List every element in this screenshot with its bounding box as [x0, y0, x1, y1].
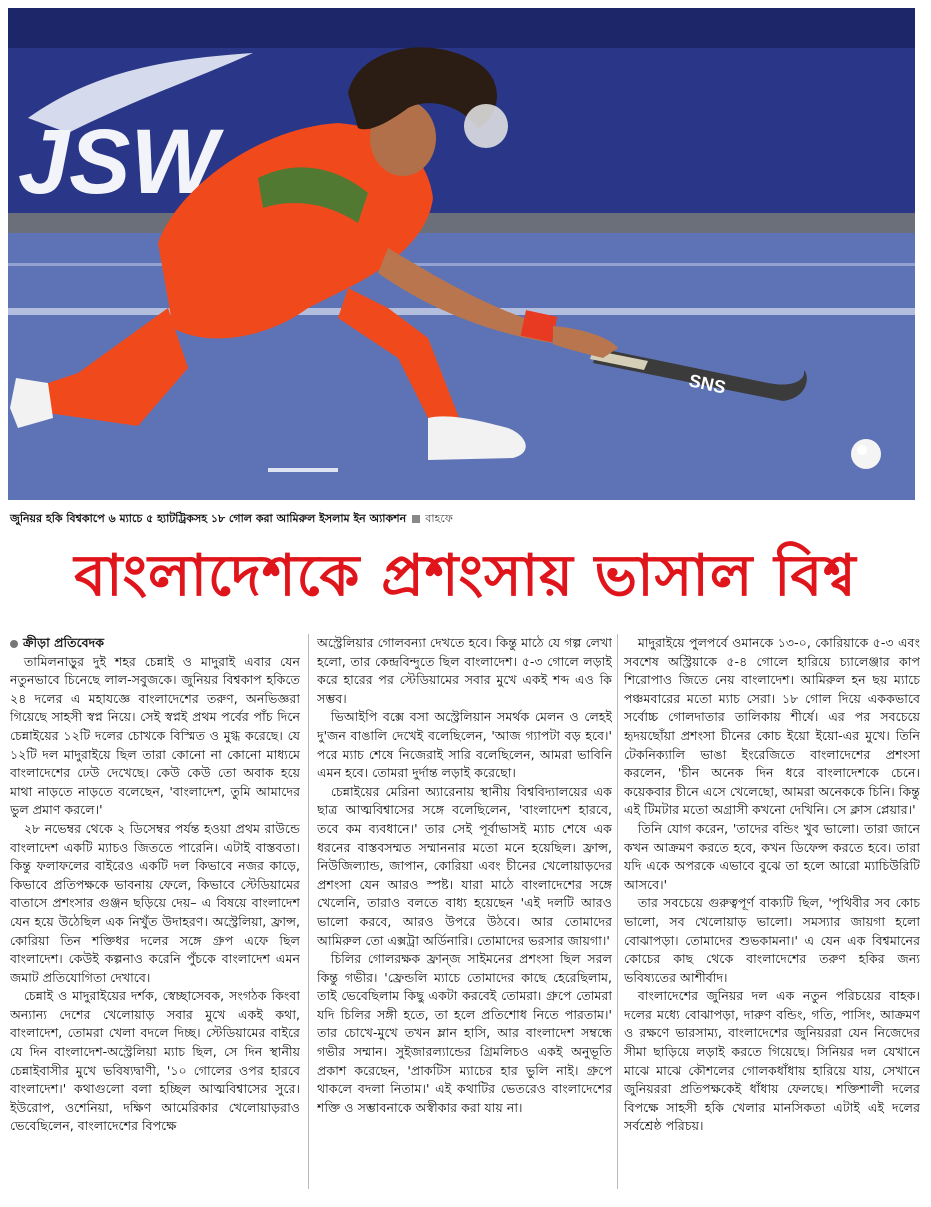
headline: বাংলাদেশকে প্রশংসায় ভাসাল বিশ্ব	[74, 542, 857, 609]
paragraph: মাদুরাইয়ে পুলপর্বে ওমানকে ১৩-০, কোরিয়াকে ৫-৩ এবং সবশেষ অস্ট্রিয়াকে ৫-৪ গোলে হারিয়ে চ্যালেঞ্জার কাপ শিরোপাও জিতে নেয় বাংলাদেশ। আমিরুল হন ছয় ম্যাচে পঞ্চমবারের মতো ম্যাচ সেরা। ১৮ গোল দিয়ে এককভাবে সর্বোচ্চ গোলদাতার তালিকায় শীর্ষে। এর পর সবচেয়ে হৃদয়ছোঁয়া প্রশংসা চীনের কোচ ইয়ো ইয়ো-এর মুখে। তিনি টেকনিক্যালি ভাঙা ইংরেজিতে বাংলাদেশের প্রশংসা করলেন, 'চীন অনেক দিন ধরে বাংলাদেশকে চেনে। কয়েকবার চীনে এসে খেলেছো, আমরা অনেককে চিনি। কিন্তু এই টিমটার মতো অগ্রাসী কখনো দেখিনি। সে ক্লাস প্লেয়ার।'	[624, 635, 920, 818]
hockey-player-photo	[8, 8, 915, 500]
article-column-1	[10, 634, 300, 1194]
bullet-icon	[10, 640, 18, 648]
photo-caption	[10, 510, 910, 529]
square-icon	[412, 515, 420, 523]
photo-credit: বাহফে	[425, 512, 453, 525]
paragraph: চেন্নাইয়ের মেরিনা অ্যারেনায় স্থানীয় বিশ্ববিদ্যালয়ের এক ছাত্র আত্মবিশ্বাসের সঙ্গে বলেছিলেন, 'বাংলাদেশ হারবে, তবে কম ব্যবধানে।' তার সেই পূর্বাভাসই ম্যাচ শেষে এক ধরনের বাস্তবসম্মত সম্মাননার মতো মনে হয়েছিল। ফ্রান্স, নিউজিল্যান্ড, জাপান, কোরিয়া এবং চীনের খেলোয়াড়দের প্রশংসা যেন আরও স্পষ্ট। যারা মাঠে বাংলাদেশের সঙ্গে খেলেনি, তারাও বলতে বাধ্য হয়েছেন 'এই দলটি আরও ভালো করবে, আরও উপরে উঠবে। আর তোমাদের আমিরুল তো এক্সট্রা অর্ডিনারি। তোমাদের ভরসার জায়গা।'	[317, 783, 612, 948]
board-text: JSW	[18, 111, 218, 213]
paragraph: ভিআইপি বক্সে বসা অস্ট্রেলিয়ান সমর্থক মেলন ও লেহই দু'জন বাঙালি দেখেই বলেছিলেন, 'আজ গ্যাপটা বড় হবে।' পরে ম্যাচ শেষে নিজেরাই সারি বলেছিলেন, আমরা ভাবিনি এমন হবে। তোমরা দুর্দান্ত লড়াই করেছো।	[317, 709, 612, 781]
paragraph: ২৮ নভেম্বর থেকে ২ ডিসেম্বর পর্যন্ত হওয়া প্রথম রাউন্ডে বাংলাদেশ একটি ম্যাচও জিততে পারেনি। এটাই বাস্তবতা। কিন্তু ফলাফলের বাইরেও একটি দল কিভাবে নজর কাড়ে, কিভাবে প্রতিপক্ষকে ভাবনায় ফেলে, কিভাবে স্টেডিয়ামের বাতাসে প্রশংসার গুঞ্জন ছড়িয়ে দেয়– এ বিষয়ে বাংলাদেশ যেন হয়ে উঠেছিল এক নিখুঁত উদাহরণ। অস্ট্রেলিয়া, ফ্রান্স, কোরিয়া তিন শক্তিধর দলের সঙ্গে গ্রুপ এফে ছিল বাংলাদেশ। কেউই কল্পনাও করেনি পুঁচকে বাংলাদেশ এমন জমাট প্রতিযোগিতা দেখাবে।	[10, 820, 300, 985]
paragraph: তিনি যোগ করেন, 'তাদের বন্ডিং খুব ভালো। তারা জানে কখন আক্রমণ করতে হবে, কখন ডিফেন্স করতে হবে। তারা যদি একে অপরকে এভাবে বুঝে তা হলে আরো ম্যাচিউরিটি আসবে।'	[624, 820, 920, 892]
column-divider	[308, 634, 309, 1189]
paragraph: চেন্নাই ও মাদুরাইয়ের দর্শক, স্বেচ্ছাসেবক, সংগঠক কিংবা অন্যান্য দেশের খেলোয়াড় সবার মুখে একই কথা, বাংলাদেশ, তোমরা খেলা বদলে দিচ্ছ। স্টেডিয়ামের বাইরে যে দিন বাংলাদেশ-অস্ট্রেলিয়া ম্যাচ ছিল, সে দিন স্থানীয় চেন্নাইবাসীর মুখে ভবিষ্যদ্বাণী, '১০ গোলের ওপর হারবে বাংলাদেশ।' কথাগুলো বলা হচ্ছিল আত্মবিশ্বাসের সুরে। ইউরোপ, ওশেনিয়া, দক্ষিণ আমেরিকার খেলোয়াড়রাও ভেবেছিলেন, বাংলাদেশের বিপক্ষে	[10, 988, 300, 1134]
paragraph: বাংলাদেশের জুনিয়র দল এক নতুন পরিচয়ের বাহক। দলের মধ্যে বোঝাপড়া, দারুণ বন্ডিং, গতি, পাসিং, আক্রমণ ও রক্ষণে ভারসাম্য, বাংলাদেশের জুনিয়ররা যেন নিজেদের সীমা ছাড়িয়ে লড়াই করতে গিয়েছে। সিনিয়র দল যেখানে মাঝে মাঝে কৌশলের গোলকধাঁধায় হারিয়ে যায়, সেখানে জুনিয়ররা প্রতিপক্ষকেই ধাঁধায় ফেলছে। শক্তিশালী দলের বিপক্ষে সাহসী হকি খেলার মানসিকতা এটাই এই দলের সর্বশ্রেষ্ঠ পরিচয়।	[624, 988, 920, 1134]
article-column-3	[624, 634, 920, 1194]
paragraph: চিলির গোলরক্ষক ফ্রান্জ সাইমনের প্রশংসা ছিল সরল কিন্তু গভীর। 'ফ্রেন্ডলি ম্যাচে তোমাদের কাছে হেরেছিলাম, তাই ভেবেছিলাম কিছু একটা করবেই তোমরা। গ্রুপে তোমরা যদি চিলির সঙ্গী হতে, তা হলে প্রতিশোধ নিতে পারতাম।' তার চোখে-মুখে তখন ম্লান হাসি, আর বাংলাদেশ সম্বন্ধে গভীর সম্মান। সুইজারল্যান্ডের গ্রিমলিচও একই অনুভূতি প্রকাশ করেছেন, 'প্রাকটিস ম্যাচের হার ভুলি নাই। গ্রুপে থাকলে বদলা নিতাম।' এই কথাটির ভেতরেও বাংলাদেশের শক্তি ও সম্ভাবনাকে অস্বীকার করা যায় না।	[317, 951, 612, 1115]
column-divider	[617, 634, 618, 1189]
byline: ক্রীড়া প্রতিবেদক	[10, 634, 300, 653]
article-column-2	[317, 634, 612, 1194]
caption-text: জুনিয়র হকি বিশ্বকাপে ৬ ম্যাচে ৫ হ্যাটট্রিকসহ ১৮ গোল করা আমিরুল ইসলাম ইন অ্যাকশন	[10, 512, 407, 525]
paragraph: তার সবচেয়ে গুরুত্বপূর্ণ বাক্যটি ছিল, 'পৃথিবীর সব কোচ ভালো, সব খেলোয়াড় ভালো। সমস্যার জায়গা হলো বোঝাপড়া। তোমাদের শুভকামনা।' এ যেন এক বিশ্বমানের কোচের কাছ থেকে বাংলাদেশের তরুণ হকির জন্য ভবিষ্যতের আশীর্বাদ।	[624, 895, 920, 985]
paragraph: অস্ট্রেলিয়ার গোলবন্যা দেখতে হবে। কিন্তু মাঠে যে গল্প লেখা হলো, তার কেন্দ্রবিন্দুতে ছিল বাংলাদেশ। ৫-৩ গোলে লড়াই করে হারের পর স্টেডিয়ামের সবার মুখে একই শব্দ এও কি সম্ভব।	[317, 635, 612, 706]
stick-text: SNS	[687, 370, 728, 398]
paragraph: তামিলনাড়ুর দুই শহর চেন্নাই ও মাদুরাই এবার যেন নতুনভাবে চিনেছে লাল-সবুজকে। জুনিয়র বিশ্বকাপ হকিতে ২৪ দলের এ মহাযজ্ঞে বাংলাদেশের তরুণ, অনভিজ্ঞরা গিয়েছে সাহসী স্বপ্ন নিয়ে। সেই স্বপ্নই প্রথম পর্বের পাঁচ দিনে চেন্নাইয়ের ১২টি দলের চোখকে বিস্মিত ও মুগ্ধ করেছে। যে ১২টি দল মাদুরাইয়ে ছিল তারা কোনো না কোনো মাধ্যমে বাংলাদেশের ঢেউ দেখেছে। কেউ কেউ তো অবাক হয়ে মাথা নাড়তে নাড়তে বলেছেন, 'বাংলাদেশ, তুমি আমাদের ভুল প্রমাণ করলে।'	[10, 653, 300, 818]
